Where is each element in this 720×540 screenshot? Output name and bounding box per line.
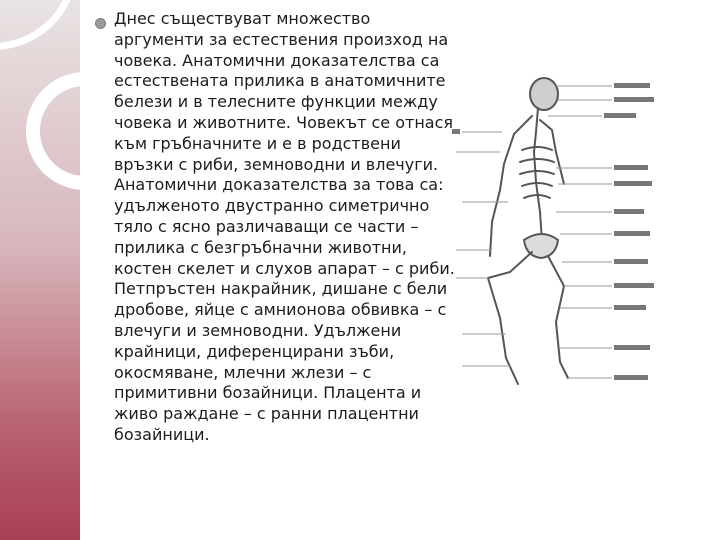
slide-body-text: Днес съществуват множество аргументи за естествения произход на човека. Анатомични доказателства са естествената прилика в анатомичните белези и в телесните функции между човека и животните. Човекът се отнася към гръбначните и е в родствени връзки с риби, земноводни и влечуги. Анатомични доказателства за това са: удълженото двустранно симетрично тяло с ясно различаващи се части – прилика с безгръбначни животни, костен скелет и слухов апарат – с риби. Петпръстен накрайник, дишане с бели дробове, яйце с амнионова обвивка – с влечуги и земноводни. Удължени крайници, диференцирани зъби, окосмяване, млечни жлези – с примитивни бозайници. Плацента и живо раждане – с ранни плацентни бозайници. <box>114 9 460 444</box>
skeleton-diagram-image <box>452 72 664 400</box>
decorative-ring <box>0 0 78 50</box>
decorative-sidebar <box>0 0 80 540</box>
bullet-icon <box>95 18 106 29</box>
decorative-ring <box>26 72 80 190</box>
